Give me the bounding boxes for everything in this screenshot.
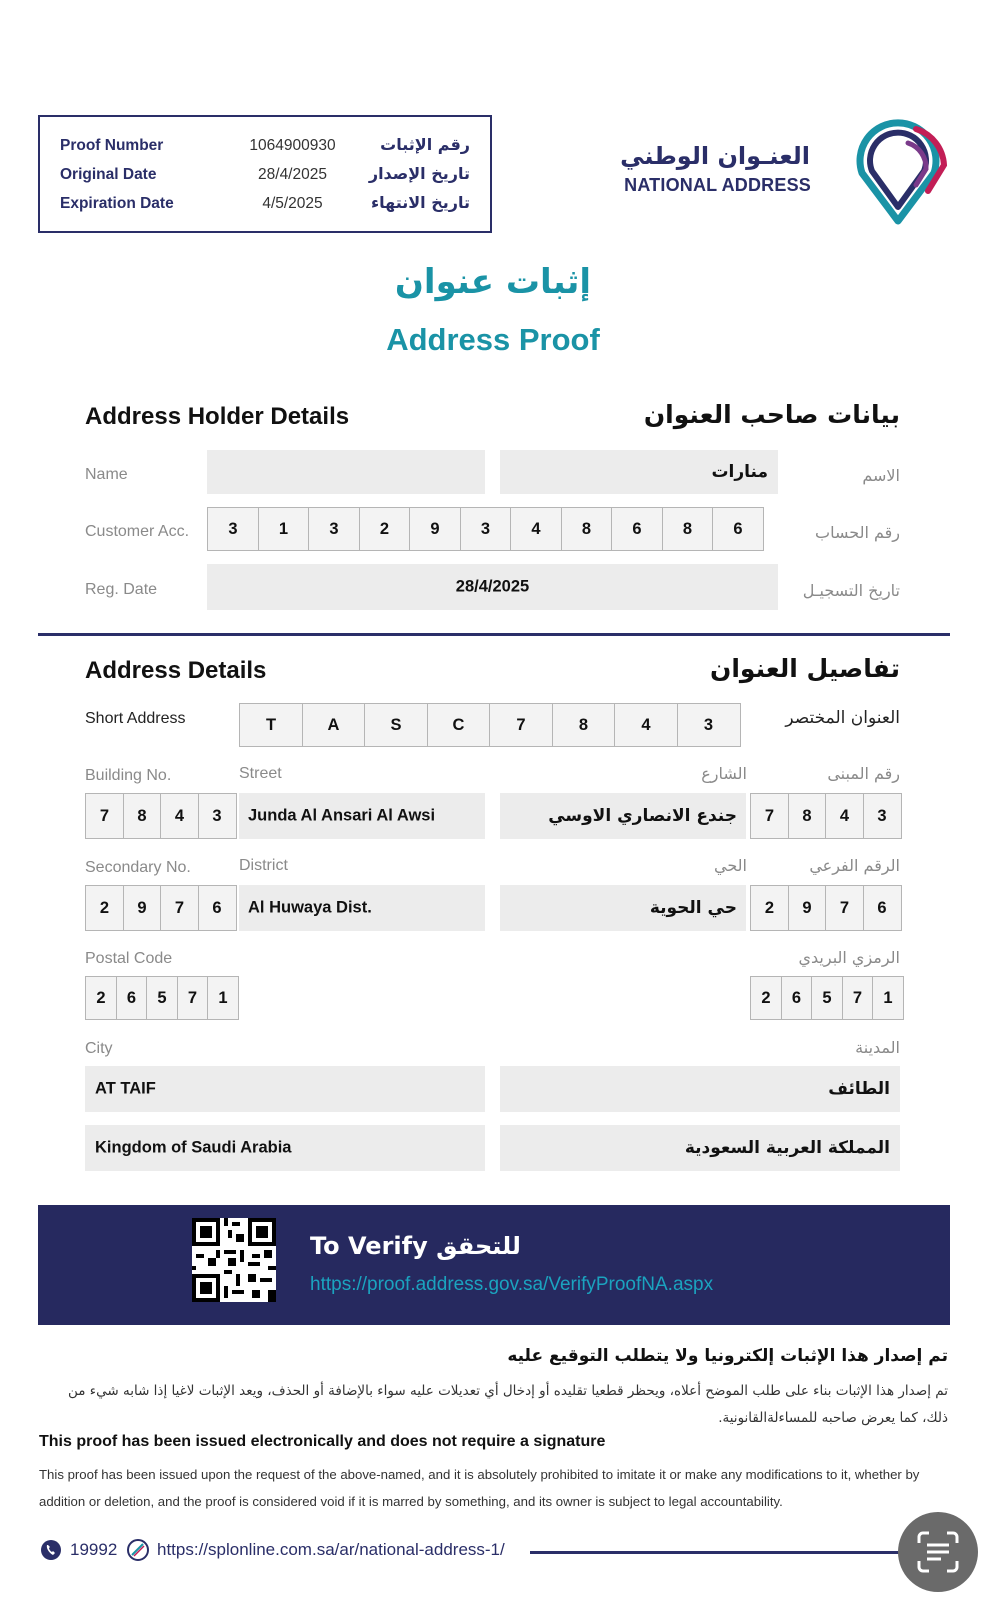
electronic-notice-body: This proof has been issued upon the request of the above-named, and it is absolutely prohibited to imitate it or make any modifications to it, whether by addition or deletion, and the proof is considered void if it is marred by something, and its owner is subject to legal accountability. [39, 1467, 920, 1509]
street-value-en: Junda Al Ansari Al Awsi [248, 806, 436, 825]
expiration-date-label: Expiration Date [60, 195, 174, 212]
customer-account-digits [207, 507, 764, 551]
building-digit-cell: 4 [160, 793, 199, 839]
footer-rule [530, 1551, 902, 1554]
building-number-digits-ar [750, 793, 902, 839]
footer-website[interactable] [127, 1539, 505, 1561]
account-digit-cell: 2 [359, 507, 411, 551]
address-section-heading: Address Details [85, 657, 267, 684]
short-address-char-cell: 3 [677, 703, 741, 747]
short-address-char-cell: C [427, 703, 491, 747]
proof-info-box [38, 115, 492, 233]
account-digit-cell: 8 [561, 507, 613, 551]
street-field-ar [500, 793, 746, 839]
district-value-en: Al Huwaya Dist. [248, 898, 372, 917]
postal-digit-cell: 7 [842, 976, 874, 1020]
district-field-ar [500, 885, 746, 931]
postal-code-digits-ar [750, 976, 904, 1020]
secondary-number-digits-ar [750, 885, 902, 931]
name-value-ar: منارات [711, 462, 768, 482]
district-field-en [239, 885, 485, 931]
web-icon [127, 1539, 149, 1561]
country-value-ar: المملكة العربية السعودية [684, 1138, 890, 1158]
building-number-digits [85, 793, 237, 839]
city-field-en [85, 1066, 485, 1112]
account-digit-cell: 3 [460, 507, 512, 551]
postal-code-label: Postal Code [85, 950, 173, 967]
account-digit-cell: 6 [712, 507, 764, 551]
short-address-char-cell: 8 [552, 703, 616, 747]
account-digit-cell: 9 [409, 507, 461, 551]
scan-text-icon [915, 1529, 961, 1575]
name-label-ar: الاسم [862, 466, 900, 485]
district-value-ar: حي الحوية [649, 898, 737, 918]
proof-number-label-ar: رقم الإثبات [380, 135, 470, 154]
building-number-label-ar: رقم المبنى [827, 764, 900, 783]
street-value-ar: جندع الانصاري الاوسي [548, 806, 737, 826]
postal-digit-cell: 6 [116, 976, 148, 1020]
scan-text-button[interactable] [898, 1512, 978, 1592]
proof-number-row [40, 131, 490, 161]
reg-date-label-ar: تاريخ التسجيـل [802, 581, 900, 600]
original-date-value: 28/4/2025 [258, 166, 327, 183]
short-address-char-cell: T [239, 703, 303, 747]
original-date-label-ar: تاريخ الإصدار [368, 164, 470, 183]
electronic-notice-title: This proof has been issued electronically and does not require a signature [39, 1433, 606, 1450]
name-label: Name [85, 466, 128, 483]
city-value-en: AT TAIF [95, 1079, 156, 1098]
account-digit-cell: 3 [207, 507, 259, 551]
expiration-date-value: 4/5/2025 [262, 195, 323, 212]
secondary-digit-cell: 9 [123, 885, 162, 931]
verify-band [38, 1205, 950, 1325]
building-digit-cell: 7 [85, 793, 124, 839]
country-value-en: Kingdom of Saudi Arabia [95, 1138, 292, 1157]
name-field-ar [500, 450, 778, 494]
city-field-ar [500, 1066, 900, 1112]
footer-phone-number: 19992 [70, 1540, 118, 1559]
expiration-date-label-ar: تاريخ الانتهاء [370, 193, 470, 212]
short-address-char-cell: A [302, 703, 366, 747]
secondary-digit-cell: 2 [750, 885, 789, 931]
customer-account-label: Customer Acc. [85, 523, 190, 540]
qr-code-icon[interactable] [192, 1218, 276, 1302]
national-address-logo-icon [846, 115, 950, 227]
original-date-row [40, 160, 490, 190]
city-value-ar: الطائف [828, 1079, 890, 1099]
original-date-label: Original Date [60, 166, 157, 183]
reg-date-field [207, 564, 778, 610]
secondary-digit-cell: 7 [825, 885, 864, 931]
district-label-ar: الحي [714, 856, 747, 875]
holder-section-heading-ar: بيانات صاحب العنوان [643, 400, 900, 429]
reg-date-label: Reg. Date [85, 581, 158, 598]
short-address-char-cell: S [364, 703, 428, 747]
building-digit-cell: 3 [863, 793, 902, 839]
postal-digit-cell: 2 [85, 976, 117, 1020]
footer-website-url: https://splonline.com.sa/ar/national-address-1/ [157, 1540, 505, 1559]
short-address-char-cell: 7 [489, 703, 553, 747]
street-label: Street [239, 765, 282, 782]
secondary-number-label: Secondary No. [85, 859, 191, 876]
postal-digit-cell: 1 [872, 976, 904, 1020]
verify-title: To Verify للتحقق [310, 1232, 521, 1260]
phone-icon [40, 1539, 62, 1561]
short-address-char-cell: 4 [614, 703, 678, 747]
city-label-ar: المدينة [855, 1038, 900, 1057]
proof-number-value: 1064900930 [249, 137, 336, 154]
short-address-label: Short Address [85, 710, 186, 727]
secondary-digit-cell: 9 [788, 885, 827, 931]
account-digit-cell: 6 [611, 507, 663, 551]
proof-number-label: Proof Number [60, 137, 164, 154]
short-address-label-ar: العنوان المختصر [785, 708, 900, 728]
postal-digit-cell: 2 [750, 976, 782, 1020]
street-label-ar: الشارع [701, 764, 747, 783]
postal-digit-cell: 6 [781, 976, 813, 1020]
account-digit-cell: 3 [308, 507, 360, 551]
postal-code-label-ar: الرمزي البريدي [798, 948, 900, 967]
secondary-number-label-ar: الرقم الفرعي [809, 856, 900, 875]
logo-text-ar: العنـوان الوطني [620, 142, 810, 170]
secondary-digit-cell: 2 [85, 885, 124, 931]
secondary-digit-cell: 7 [160, 885, 199, 931]
postal-code-digits [85, 976, 239, 1020]
account-digit-cell: 4 [510, 507, 562, 551]
logo-text-en: NATIONAL ADDRESS [624, 175, 811, 195]
postal-digit-cell: 7 [177, 976, 209, 1020]
electronic-notice-ar-body: تم إصدار هذا الإثبات بناء على طلب الموضح أعلاه، ويحظر قطعيا تقليده أو إدخال أي تعديلات عليه سواء بالإضافة أو الحذف، ويعد الإثبات لاغيا إذا شابه شيء من ذلك، كما يعرض صاحبه للمساءلةالقانونية. [67, 1383, 948, 1426]
building-digit-cell: 4 [825, 793, 864, 839]
secondary-digit-cell: 6 [198, 885, 237, 931]
verify-link[interactable]: https://proof.address.gov.sa/VerifyProofNA.aspx [310, 1274, 714, 1295]
short-address-chars [239, 703, 741, 747]
district-label: District [239, 857, 288, 874]
address-section-heading-ar: تفاصيل العنوان [709, 654, 900, 683]
postal-digit-cell: 5 [811, 976, 843, 1020]
building-digit-cell: 7 [750, 793, 789, 839]
building-digit-cell: 8 [123, 793, 162, 839]
building-number-label: Building No. [85, 767, 172, 784]
building-digit-cell: 3 [198, 793, 237, 839]
building-digit-cell: 8 [788, 793, 827, 839]
reg-date-value: 28/4/2025 [455, 577, 530, 596]
secondary-digit-cell: 6 [863, 885, 902, 931]
electronic-notice-ar-title: تم إصدار هذا الإثبات إلكترونيا ولا يتطلب التوقيع عليه [507, 1346, 948, 1366]
postal-digit-cell: 1 [207, 976, 239, 1020]
page-title: Address Proof [386, 322, 600, 357]
city-label: City [85, 1040, 113, 1057]
section-divider [38, 633, 950, 636]
footer-phone[interactable] [40, 1539, 117, 1561]
postal-digit-cell: 5 [146, 976, 178, 1020]
country-field-ar [500, 1125, 900, 1171]
name-field-en [207, 450, 485, 494]
account-digit-cell: 1 [258, 507, 310, 551]
holder-section-heading: Address Holder Details [85, 403, 350, 430]
account-digit-cell: 8 [662, 507, 714, 551]
customer-account-label-ar: رقم الحساب [815, 523, 900, 542]
expiration-date-row [40, 189, 490, 219]
country-field-en [85, 1125, 485, 1171]
secondary-number-digits [85, 885, 237, 931]
street-field-en [239, 793, 485, 839]
page-title-ar: إثبات عنوان [394, 262, 592, 302]
